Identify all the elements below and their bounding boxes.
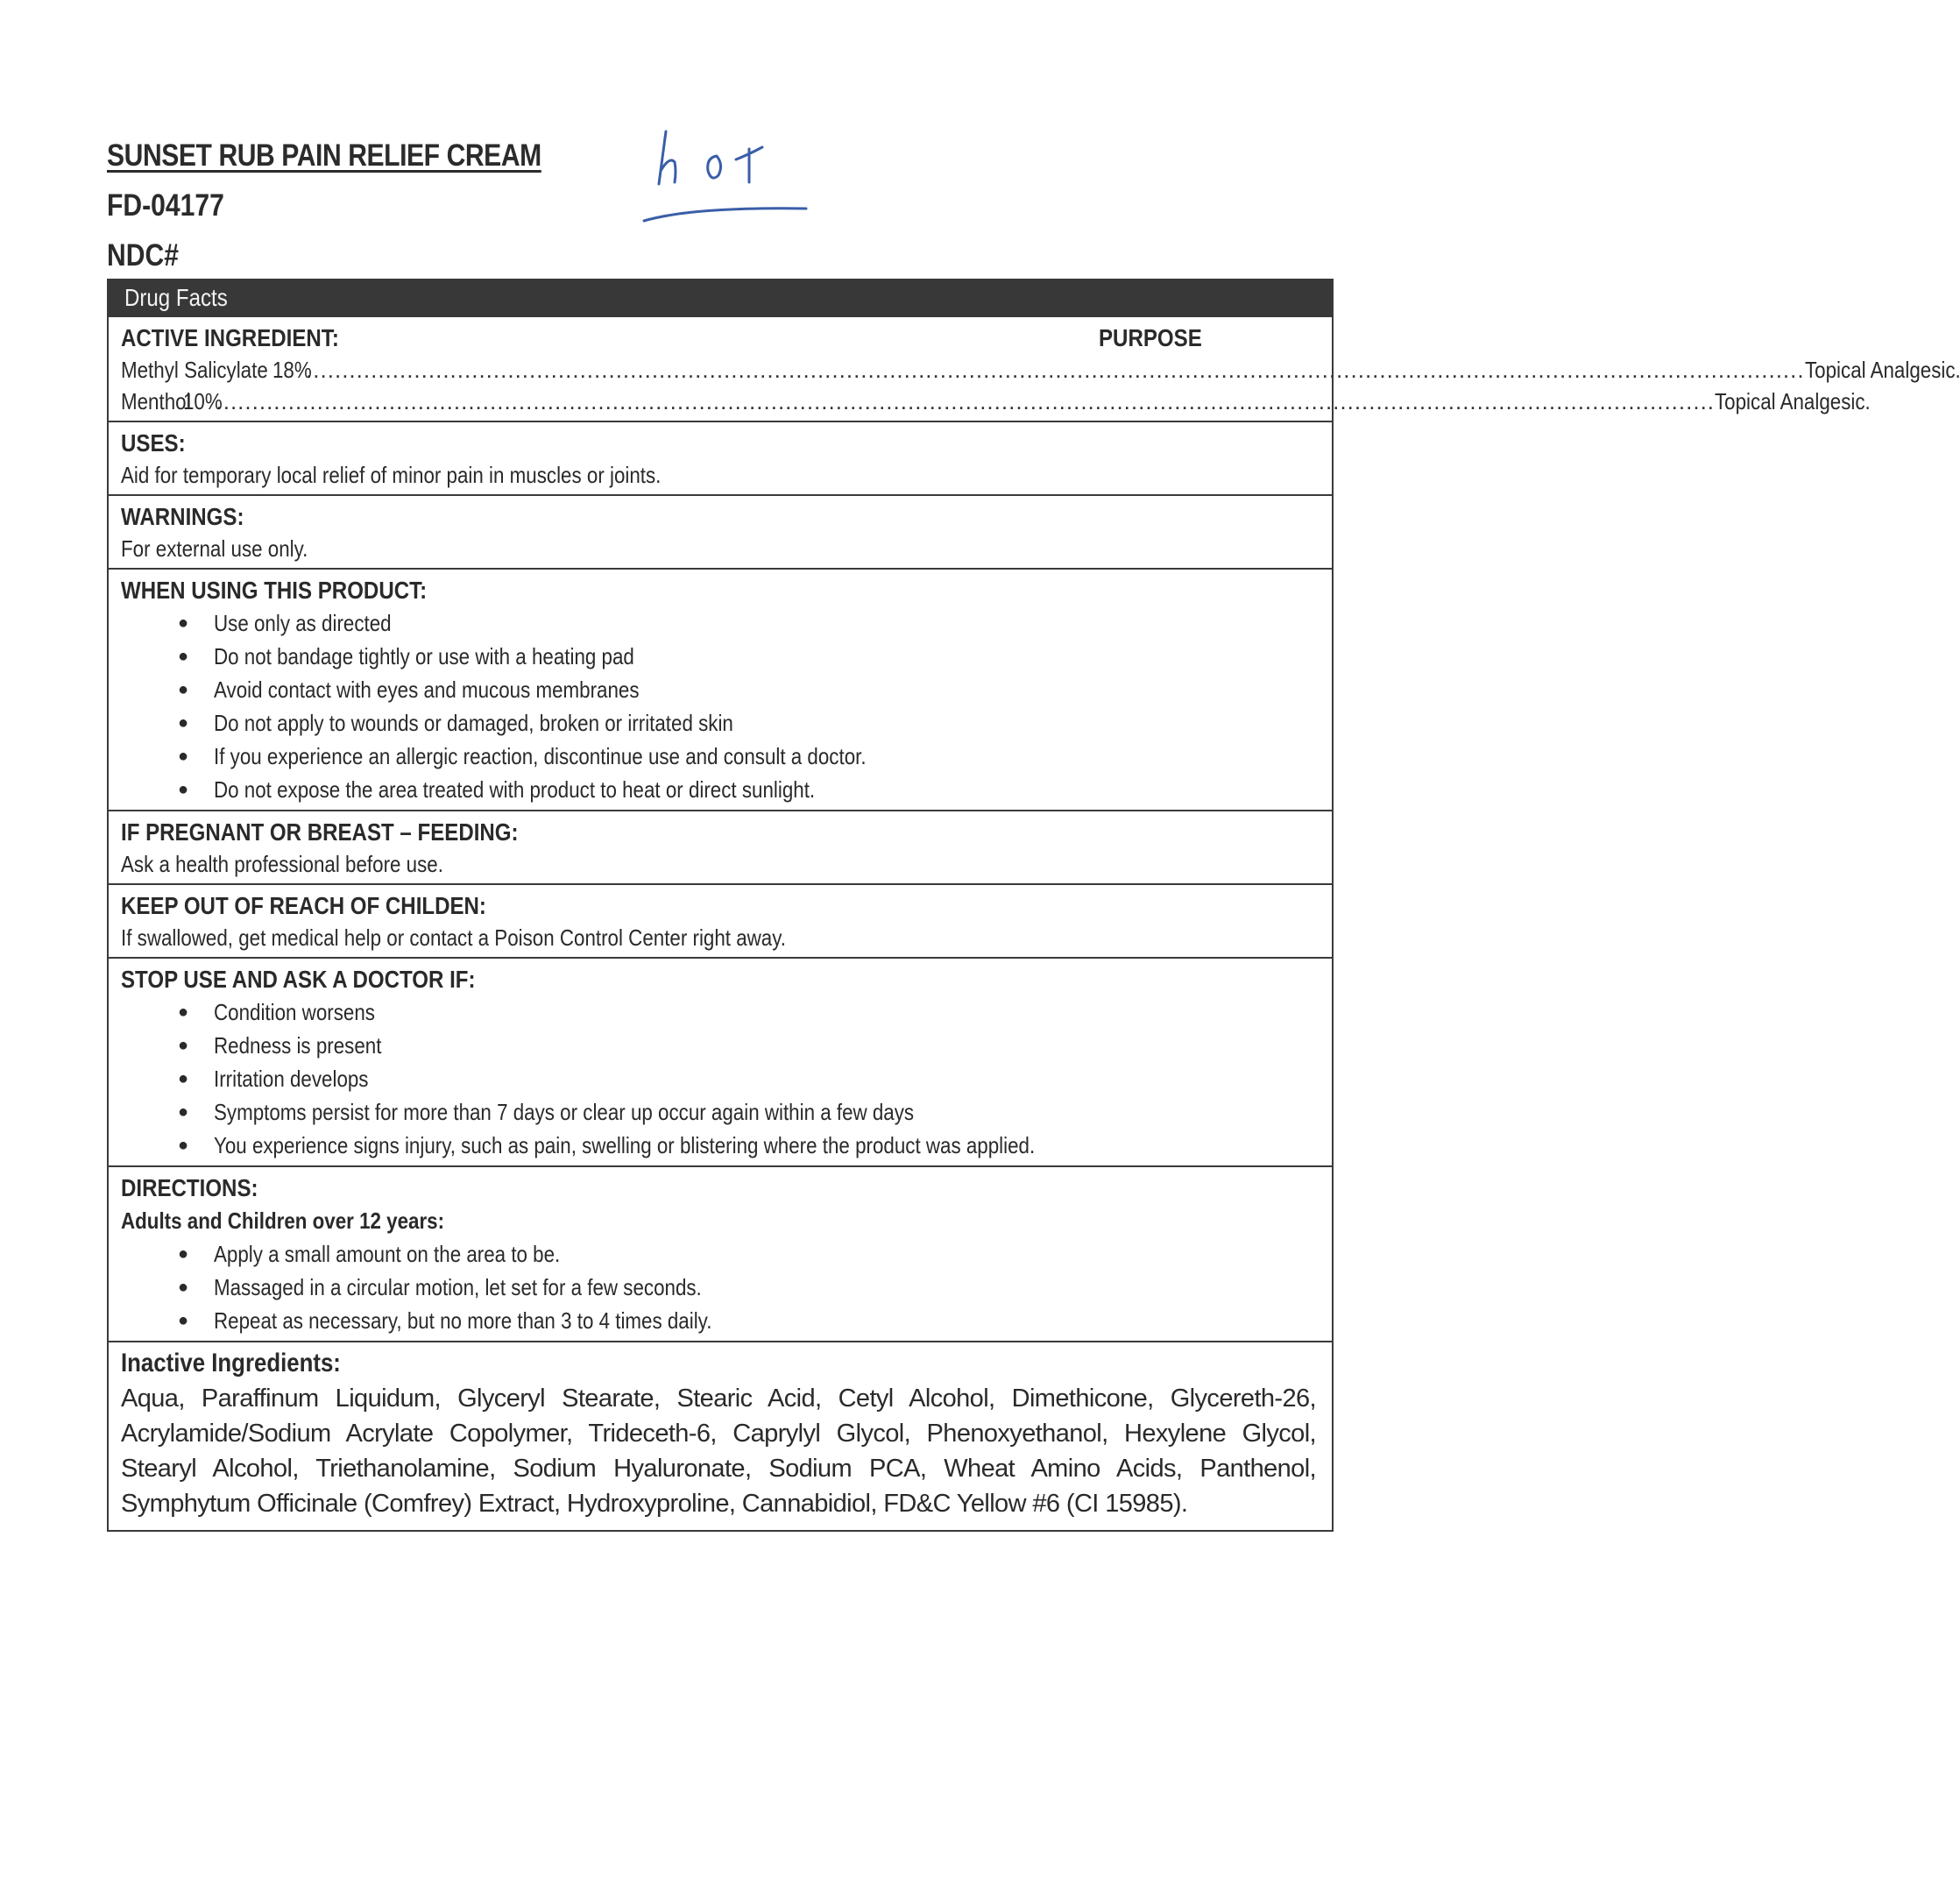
bullet-icon: ● — [177, 1278, 189, 1297]
drug-facts-panel — [107, 279, 1960, 1532]
ingredient-row — [121, 386, 1871, 417]
list-item: ● Symptoms persist for more than 7 days or clear up occur again within a few days — [121, 1095, 1320, 1129]
drug-facts-bar — [109, 279, 1332, 317]
bullet-icon: ● — [177, 647, 189, 666]
stop-use-list — [121, 995, 1320, 1162]
keep-out-heading: KEEP OUT OF REACH OF CHILDEN: — [121, 892, 486, 919]
warnings-section — [109, 494, 1332, 568]
ingredient-percent: 10% — [182, 388, 223, 414]
pregnant-text: Ask a health professional before use. — [121, 851, 443, 877]
product-code: FD-04177 — [107, 188, 224, 223]
warnings-heading: WARNINGS: — [121, 503, 244, 530]
stop-use-section — [109, 957, 1332, 1165]
stop-use-heading: STOP USE AND ASK A DOCTOR IF: — [121, 966, 476, 993]
bullet-icon: ● — [177, 613, 189, 633]
bullet-icon: ● — [177, 1244, 189, 1264]
list-item: ● Avoid contact with eyes and mucous membranes — [121, 673, 1320, 706]
purpose-heading: PURPOSE — [1099, 324, 1202, 351]
list-item: ● Redness is present — [121, 1029, 1320, 1062]
uses-section — [109, 421, 1332, 494]
keep-out-section — [109, 883, 1332, 957]
directions-subheading: Adults and Children over 12 years: — [121, 1207, 445, 1234]
pregnant-section — [109, 810, 1332, 883]
when-using-heading: WHEN USING THIS PRODUCT: — [121, 577, 428, 604]
bullet-icon: ● — [177, 1136, 189, 1155]
inactive-ingredients-section — [109, 1341, 1332, 1530]
list-item: ● Massaged in a circular motion, let set for a few seconds. — [121, 1271, 1320, 1304]
drug-facts-label: Drug Facts — [124, 284, 228, 311]
bullet-icon: ● — [177, 1002, 189, 1022]
warnings-text: For external use only. — [121, 535, 308, 562]
pregnant-heading: IF PREGNANT OR BREAST – FEEDING: — [121, 818, 519, 846]
directions-section — [109, 1165, 1332, 1341]
when-using-section — [109, 568, 1332, 810]
list-item: ● Do not expose the area treated with product to heat or direct sunlight. — [121, 773, 1320, 806]
list-item: ● If you experience an allergic reaction, discontinue use and consult a doctor. — [121, 740, 1320, 773]
uses-text: Aid for temporary local relief of minor pain in muscles or joints. — [121, 462, 662, 488]
bullet-icon: ● — [177, 1036, 189, 1055]
ingredient-row — [121, 354, 1960, 386]
leader-dots: ................................................................................................................................................................................................................ — [306, 357, 1805, 383]
bullet-icon: ● — [177, 1102, 189, 1122]
when-using-list — [121, 606, 1320, 806]
handwritten-note-hot — [640, 123, 832, 241]
keep-out-text: If swallowed, get medical help or contact a Poison Control Center right away. — [121, 924, 786, 951]
inactive-ingredients-text: Aqua, Paraffinum Liquidum, Glyceryl Stearate, Stearic Acid, Cetyl Alcohol, Dimethicone, Glycereth-26, Acrylamide/Sodium Acrylate Copolymer, Trideceth-6, Caprylyl Glycol, Phenoxyethanol, Hexylene Glycol, Stearyl Alcohol, Triethanolamine, Sodium Hyaluronate, Sodium PCA, Wheat Amino Acids, Panthenol, Symphytum Officinale (Comfrey) Extract, Hydroxyproline, Cannabidiol, FD&C Yellow #6 (CI 15985). — [121, 1385, 1316, 1518]
active-ingredient-section — [109, 317, 1960, 421]
directions-list — [121, 1237, 1320, 1337]
bullet-icon: ● — [177, 680, 189, 699]
ingredient-name: Menthol — [121, 388, 191, 414]
ingredient-purpose: Topical Analgesic. — [1804, 357, 1960, 383]
document-header — [107, 131, 612, 280]
ingredient-purpose: Topical Analgesic. — [1715, 388, 1871, 414]
list-item: ● Irritation develops — [121, 1062, 1320, 1095]
list-item: ● Use only as directed — [121, 606, 1320, 640]
list-item: ● Do not apply to wounds or damaged, broken or irritated skin — [121, 706, 1320, 740]
product-title: SUNSET RUB PAIN RELIEF CREAM — [107, 138, 541, 173]
list-item: ● Condition worsens — [121, 995, 1320, 1029]
ndc-label: NDC# — [107, 238, 179, 273]
list-item: ● You experience signs injury, such as pain, swelling or blistering where the product was applied. — [121, 1129, 1320, 1162]
ingredient-name: Methyl Salicylate — [121, 357, 268, 383]
bullet-icon: ● — [177, 780, 189, 799]
handwriting-ink — [640, 123, 832, 237]
bullet-icon: ● — [177, 1311, 189, 1330]
bullet-icon: ● — [177, 1069, 189, 1088]
ingredient-percent: 18% — [272, 357, 312, 383]
list-item: ● Repeat as necessary, but no more than 3 to 4 times daily. — [121, 1304, 1320, 1337]
inactive-heading: Inactive Ingredients: — [121, 1349, 341, 1377]
active-ingredient-heading: ACTIVE INGREDIENT: — [121, 324, 339, 351]
bullet-icon: ● — [177, 747, 189, 766]
leader-dots: ................................................................................................................................................................................................................ — [216, 388, 1716, 414]
directions-heading: DIRECTIONS: — [121, 1174, 258, 1201]
bullet-icon: ● — [177, 713, 189, 733]
list-item: ● Do not bandage tightly or use with a heating pad — [121, 640, 1320, 673]
uses-heading: USES: — [121, 429, 186, 457]
list-item: ● Apply a small amount on the area to be. — [121, 1237, 1320, 1271]
